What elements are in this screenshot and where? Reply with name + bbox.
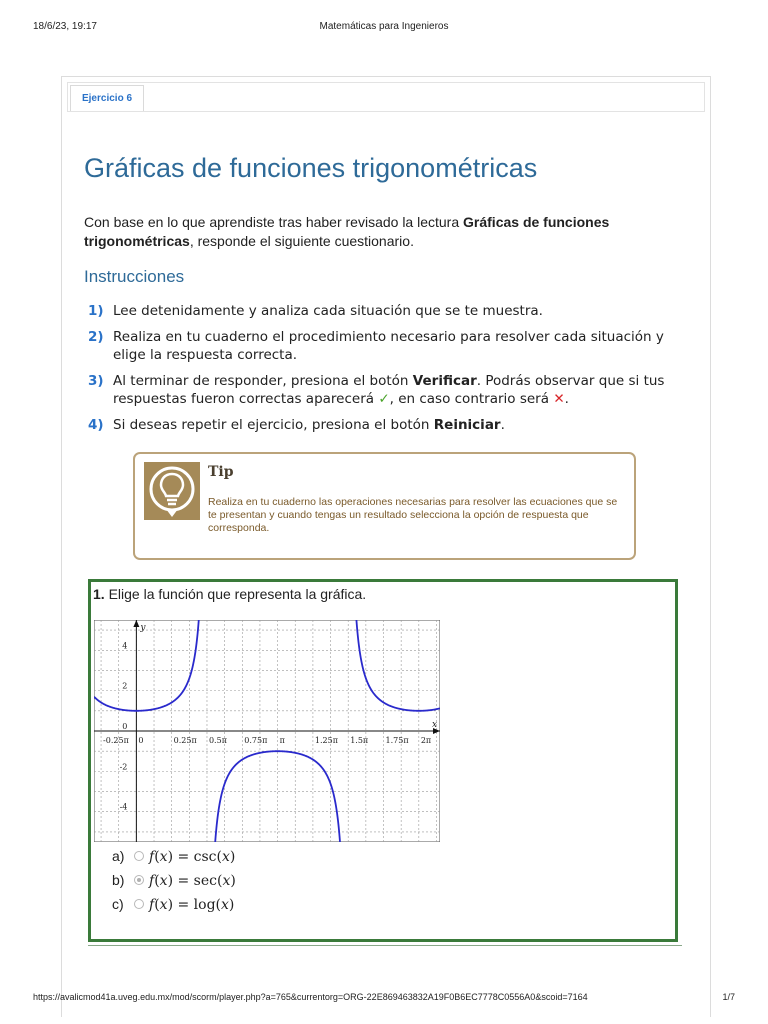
step-text: Si deseas repetir el ejercicio, presiona el botón bbox=[113, 417, 434, 433]
option-formula: f(x) = sec(x) bbox=[149, 873, 236, 889]
instruction-step bbox=[88, 372, 688, 408]
option-formula: f(x) = log(x) bbox=[149, 897, 235, 913]
step-text: Al terminar de responder, presiona el botón bbox=[113, 373, 413, 389]
page-number: 1/7 bbox=[722, 992, 735, 1002]
checkmark-icon: ✓ bbox=[378, 391, 390, 407]
lightbulb-icon bbox=[144, 462, 200, 520]
question-number: 1. bbox=[93, 586, 105, 602]
intro-text-bold: Gráficas de funciones trigonométricas bbox=[84, 214, 610, 249]
tab-bar bbox=[67, 82, 705, 112]
option-label: b) bbox=[112, 872, 125, 888]
x-tick-label: 0 bbox=[138, 736, 144, 745]
step-number: 3) bbox=[88, 373, 104, 389]
step-number: 4) bbox=[88, 417, 104, 433]
y-tick-label: 2 bbox=[122, 681, 128, 691]
function-name: sec bbox=[193, 873, 217, 889]
radio-button[interactable] bbox=[134, 899, 144, 909]
tip-box bbox=[133, 452, 636, 560]
tab-ejercicio[interactable]: Ejercicio 6 bbox=[70, 85, 144, 111]
tip-title: Tip bbox=[208, 464, 234, 480]
intro-text-before: Con base en lo que aprendiste tras haber revisado la lectura bbox=[84, 214, 464, 230]
print-datetime: 18/6/23, 19:17 bbox=[33, 21, 97, 32]
question-text: Elige la función que representa la gráfica. bbox=[104, 586, 367, 602]
y-axis-label: y bbox=[140, 623, 146, 633]
option-label: c) bbox=[112, 896, 124, 912]
instruction-step bbox=[88, 416, 688, 434]
step-text: Realiza en tu cuaderno el procedimiento necesario para resolver cada situación y elige la respuesta correcta. bbox=[113, 329, 664, 363]
print-footer bbox=[0, 992, 768, 1006]
x-tick-label: 0.75π bbox=[244, 736, 268, 745]
print-header bbox=[0, 0, 768, 40]
question-box-divider bbox=[88, 945, 682, 946]
radio-button[interactable] bbox=[134, 851, 144, 861]
step-text: . Podrás observar que si tus respuestas fueron correctas aparecerá bbox=[113, 373, 665, 407]
tip-text: Realiza en tu cuaderno las operaciones necesarias para resolver las ecuaciones que se te presentan y cuando tengas un resultado selecciona la opción de respuesta que corresponda. bbox=[208, 496, 618, 534]
step-text: . bbox=[500, 417, 505, 433]
intro-text-after: , responde el siguiente cuestionario. bbox=[189, 233, 414, 249]
function-graph bbox=[94, 620, 440, 842]
cross-icon: ✕ bbox=[553, 391, 565, 407]
instruction-step bbox=[88, 302, 688, 320]
instructions-heading: Instrucciones bbox=[84, 267, 185, 286]
reset-keyword: Reiniciar bbox=[433, 417, 501, 433]
x-tick-label: 1.5π bbox=[350, 736, 369, 745]
step-text: , en caso contrario será bbox=[389, 391, 554, 407]
x-tick-label: 0.25π bbox=[173, 736, 197, 745]
step-number: 2) bbox=[88, 329, 104, 345]
x-tick-label: 0.5π bbox=[208, 736, 227, 745]
option-b[interactable] bbox=[112, 872, 236, 889]
function-name: log bbox=[193, 897, 216, 913]
intro-paragraph bbox=[84, 213, 664, 251]
x-axis-label: x bbox=[432, 720, 438, 730]
y-tick-label: 4 bbox=[122, 641, 128, 651]
y-tick-label: -4 bbox=[119, 802, 128, 812]
option-a[interactable] bbox=[112, 848, 235, 865]
option-formula: f(x) = csc(x) bbox=[149, 849, 236, 865]
function-name: csc bbox=[193, 849, 217, 865]
footer-url: https://avalicmod41a.uveg.edu.mx/mod/scorm/player.php?a=765&currentorg=ORG-22E869463832A19F0B6EC7778C0556A0&scoid=7164 bbox=[33, 992, 588, 1002]
print-title: Matemáticas para Ingenieros bbox=[319, 21, 449, 32]
y-tick-label: 0 bbox=[122, 722, 128, 731]
option-label: a) bbox=[112, 848, 125, 864]
y-tick-label: -2 bbox=[119, 762, 128, 772]
step-number: 1) bbox=[88, 303, 104, 319]
x-tick-label: 1.75π bbox=[385, 736, 409, 745]
x-tick-label: π bbox=[279, 736, 285, 745]
step-text: Lee detenidamente y analiza cada situación que se te muestra. bbox=[113, 303, 543, 319]
verify-keyword: Verificar bbox=[412, 373, 477, 389]
x-tick-label: 1.25π bbox=[314, 736, 338, 745]
instruction-step bbox=[88, 328, 688, 364]
radio-button-selected[interactable] bbox=[134, 875, 144, 885]
option-c[interactable] bbox=[112, 896, 234, 913]
page-title: Gráficas de funciones trigonométricas bbox=[84, 153, 538, 183]
instructions-list bbox=[88, 302, 688, 442]
x-tick-label: -0.25π bbox=[103, 736, 129, 745]
step-text: . bbox=[564, 391, 569, 407]
x-tick-label: 2π bbox=[420, 736, 432, 745]
question-prompt bbox=[93, 586, 366, 602]
